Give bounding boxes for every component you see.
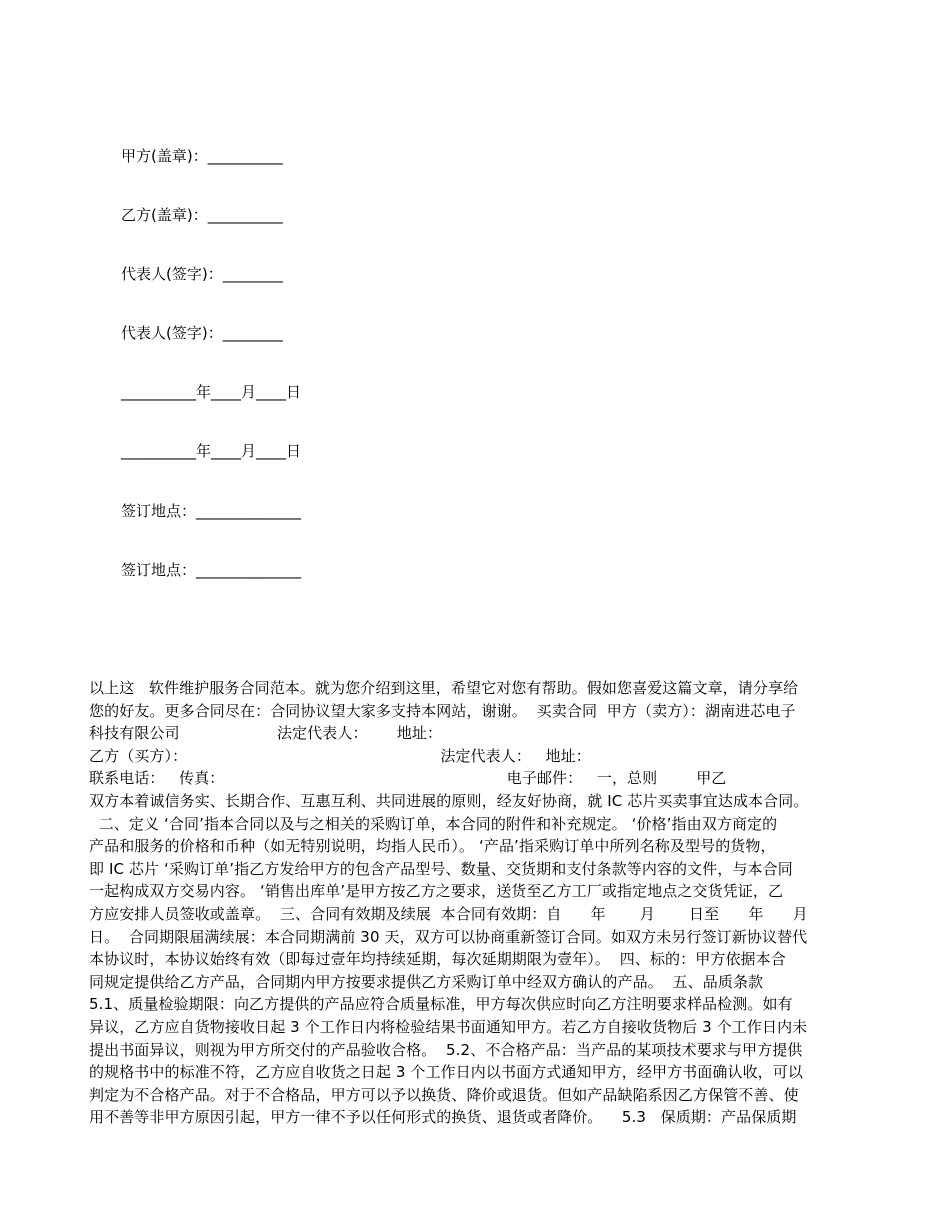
signing-place-b-line [121,560,301,580]
body-line: 日。 合同期限届满续展：本合同期满前 30 天，双方可以协商重新签订合同。如双方未另行签订新协议替代 [89,927,808,946]
signing-place-a-line [121,501,301,521]
party-a-seal-line [121,146,283,166]
body-line: 同规定提供给乙方产品，合同期内甲方按要求提供乙方采购订单中经双方确认的产品。 五、品质条款 [89,972,764,991]
body-line: 的规格书中的标准不符，乙方应自收货之日起 3 个工作日内以书面方式通知甲方，经甲方书面确认收，可以 [89,1063,803,1082]
signing-place-b-label: 签订地点： [121,561,197,579]
body-line: 5.1、质量检验期限：向乙方提供的产品应符合质量标准，甲方每次供应时向乙方注明要求样品检测。如有 [89,995,793,1014]
representative-a-label: 代表人(签字)： [121,265,223,283]
signing-place-a-label: 签订地点： [121,502,197,520]
body-line: 判定为不合格产品。对于不合格品，甲方可以予以换货、降价或退货。但如产品缺陷系因乙方保管不善、使 [89,1085,799,1104]
representative-b-blank: ________ [222,324,283,342]
body-line: 二、定义 ‘合同’指本合同以及与之相关的采购订单，本合同的附件和补充规定。 ‘价格’指由双方商定的 [89,814,778,833]
party-a-seal-blank: __________ [207,147,283,165]
date-line-a [121,382,301,402]
body-line: 提出书面异议，则视为甲方所交付的产品验收合格。 5.2、不合格产品：当产品的某项技术要求与甲方提供 [89,1040,803,1059]
body-line: 双方本着诚信务实、长期合作、互惠互利、共同进展的原则，经友好协商，就 IC 芯片买卖事宜达成本合同。 [89,791,809,810]
body-line: 您的好友。更多合同尽在：合同协议望大家多支持本网站，谢谢。 买卖合同 甲方（卖方）：湖南进芯电子 [89,701,796,720]
body-line: 异议，乙方应自货物接收日起 3 个工作日内将检验结果书面通知甲方。若乙方自接收货物后 3 个工作日内未 [89,1017,808,1036]
representative-a-line [121,264,283,284]
representative-b-line [121,323,283,343]
body-line: 科技有限公司 法定代表人： 地址： [89,724,443,743]
body-line: 联系电话： 传真： 电子邮件： 一，总则 甲乙 [89,769,727,788]
body-line: 产品和服务的价格和币种（如无特别说明，均指人民币）。 ‘产品’指采购订单中所列名称及型号的货物， [89,837,776,856]
date-b-blank: __________年____月____日 [121,442,302,460]
body-line: 乙方（买方）： 法定代表人： 地址： [89,746,591,765]
body-line: 用不善等非甲方原因引起，甲方一律不予以任何形式的换货、退货或者降价。 5.3 保质期：产品保质期 [89,1108,797,1127]
date-a-blank: __________年____月____日 [121,383,302,401]
party-b-seal-line [121,205,283,225]
body-line: 本协议时，本协议始终有效（即每过壹年均持续延期，每次延期期限为壹年）。 四、标的：甲方依据本合 [89,950,786,969]
party-a-seal-label: 甲方(盖章)： [121,147,208,165]
signing-place-a-blank: ______________ [196,502,302,520]
representative-a-blank: ________ [222,265,283,283]
body-line: 即 IC 芯片 ‘采购订单’指乙方发给甲方的包含产品型号、数量、交货期和支付条款等内容的文件，与本合同 [89,859,793,878]
contract-body-text [89,677,861,1129]
body-line: 方应安排人员签收或盖章。 三、合同有效期及续展 本合同有效期：自 年 月 日至 年 月 [89,904,808,923]
party-b-seal-blank: __________ [207,206,283,224]
party-b-seal-label: 乙方(盖章)： [121,206,208,224]
body-line: 以上这 软件维护服务合同范本。就为您介绍到这里，希望它对您有帮助。假如您喜爱这篇文章，请分享给 [89,679,799,697]
signing-place-b-blank: ______________ [196,561,302,579]
representative-b-label: 代表人(签字)： [121,324,223,342]
date-line-b [121,441,301,461]
body-line: 一起构成双方交易内容。 ‘销售出库单’是甲方按乙方之要求，送货至乙方工厂或指定地点之交货凭证，乙 [89,882,784,901]
